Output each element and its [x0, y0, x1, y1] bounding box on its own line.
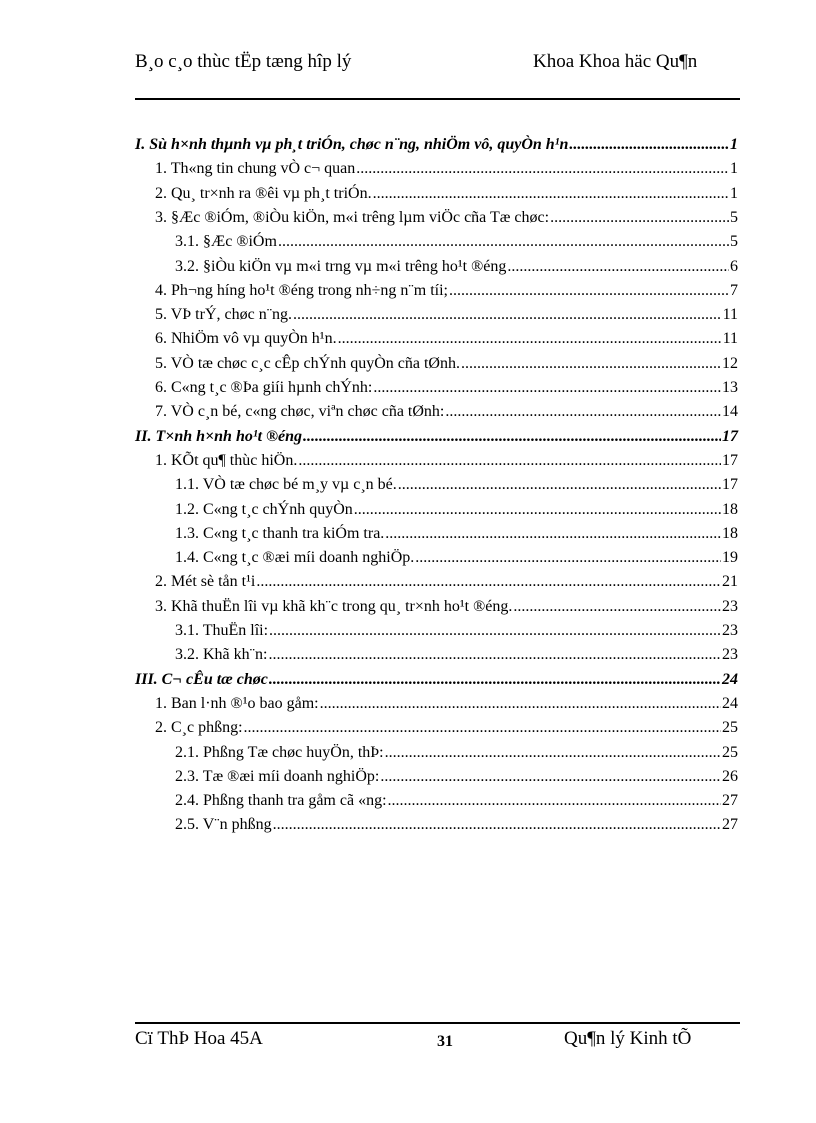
toc-section-entry	[135, 668, 738, 690]
toc-entry-label: II. T×nh h×nh ho¹t ®éng	[135, 428, 303, 445]
toc-entry	[155, 692, 738, 714]
toc-entry-label: 2.5. V¨n phßng	[175, 816, 272, 833]
toc-entry	[175, 473, 738, 495]
toc-entry-page: 1	[730, 160, 738, 177]
toc-entry-page: 23	[722, 622, 738, 639]
toc-entry-label: 2.1. Phßng Tæ chøc huyÖn, thÞ:	[175, 744, 384, 761]
toc-entry-label: 1. KÕt qu¶ thùc hiÖn.	[155, 452, 298, 469]
toc-section-entry	[135, 425, 738, 447]
toc-leader-dots	[320, 694, 721, 714]
toc-entry-label: 6. C«ng t¸c ®Þa giíi hµnh chÝnh:	[155, 379, 373, 396]
toc-entry	[175, 765, 738, 787]
toc-entry	[155, 400, 738, 422]
toc-entry-label: 1.1. VÒ tæ chøc bé m¸y vµ c¸n bé.	[175, 476, 397, 493]
toc-entry-label: 3. §Æc ®iÓm, ®iÒu kiÖn, m«i trêng lµm viÖc cña Tæ chøc:	[155, 209, 550, 226]
toc-entry-label: 5. VÞ trÝ, chøc n¨ng.	[155, 306, 293, 323]
toc-entry-page: 24	[722, 671, 738, 688]
toc-entry-label: III. C¬ cÊu tæ chøc	[135, 671, 268, 688]
toc-entry	[155, 716, 738, 738]
toc-entry-label: 5. VÒ tæ chøc c¸c cÊp chÝnh quyÒn cña tØnh.	[155, 355, 460, 372]
toc-entry-page: 24	[722, 695, 738, 712]
toc-entry-page: 27	[722, 792, 738, 809]
toc-entry-page: 23	[722, 598, 738, 615]
toc-leader-dots	[415, 548, 721, 568]
toc-entry	[155, 352, 738, 374]
toc-entry	[175, 522, 738, 544]
toc-leader-dots	[268, 645, 721, 665]
toc-entry	[175, 813, 738, 835]
toc-leader-dots	[388, 791, 721, 811]
toc-entry	[155, 327, 738, 349]
toc-entry-page: 18	[722, 525, 738, 542]
footer-page-number: 31	[437, 1033, 453, 1050]
toc-entry-page: 1	[730, 185, 738, 202]
toc-entry-page: 19	[722, 549, 738, 566]
toc-entry	[155, 279, 738, 301]
toc-leader-dots	[513, 597, 721, 617]
toc-leader-dots	[373, 378, 721, 398]
toc-leader-dots	[273, 815, 721, 835]
toc-entry-label: 1. Ban l·nh ®¹o bao gåm:	[155, 695, 319, 712]
toc-leader-dots	[278, 232, 729, 252]
toc-leader-dots	[385, 524, 721, 544]
toc-leader-dots	[356, 159, 729, 179]
toc-leader-dots	[398, 475, 721, 495]
toc-entry-label: 2. Qu¸ tr×nh ra ®êi vµ ph¸t triÓn.	[155, 185, 372, 202]
header-report-title: B¸o c¸o thùc tËp tæng hîp lý	[135, 51, 352, 72]
toc-entry-label: 2.3. Tæ ®æi míi doanh nghiÖp:	[175, 768, 380, 785]
toc-entry	[155, 206, 738, 228]
toc-entry-page: 25	[722, 719, 738, 736]
toc-entry	[155, 303, 738, 325]
toc-entry	[155, 157, 738, 179]
toc-leader-dots	[461, 354, 721, 374]
toc-entry-label: 1. Th«ng tin chung vÒ c¬ quan	[155, 160, 356, 177]
toc-leader-dots	[256, 572, 721, 592]
toc-entry	[155, 570, 738, 592]
toc-leader-dots	[298, 451, 721, 471]
footer-author: Cï ThÞ Hoa 45A	[135, 1028, 263, 1049]
toc-leader-dots	[354, 500, 721, 520]
toc-leader-dots	[244, 718, 721, 738]
toc-entry-page: 17	[722, 452, 738, 469]
toc-entry-page: 1	[730, 136, 738, 153]
toc-entry-label: 7. VÒ c¸n bé, c«ng chøc, viªn chøc cña tØnh:	[155, 403, 445, 420]
toc-entry-label: 1.4. C«ng t¸c ®æi míi doanh nghiÖp.	[175, 549, 415, 566]
toc-entry-page: 26	[722, 768, 738, 785]
toc-entry	[175, 741, 738, 763]
toc-entry-page: 6	[730, 258, 738, 275]
toc-entry	[175, 619, 738, 641]
toc-entry-page: 5	[730, 233, 738, 250]
toc-entry	[155, 182, 738, 204]
toc-leader-dots	[569, 135, 729, 155]
toc-entry	[175, 255, 738, 277]
toc-entry	[175, 643, 738, 665]
toc-leader-dots	[269, 621, 721, 641]
toc-entry-label: 3.2. Khã kh¨n:	[175, 646, 268, 663]
toc-entry-label: 1.2. C«ng t¸c chÝnh quyÒn	[175, 501, 353, 518]
toc-leader-dots	[550, 208, 729, 228]
toc-entry-page: 27	[722, 816, 738, 833]
toc-entry-label: 3. Khã thuËn lîi vµ khã kh¨c trong qu¸ tr×nh ho¹t ®éng.	[155, 598, 513, 615]
toc-leader-dots	[338, 329, 722, 349]
toc-entry-page: 13	[722, 379, 738, 396]
toc-leader-dots	[293, 305, 722, 325]
toc-entry	[155, 595, 738, 617]
toc-entry	[175, 789, 738, 811]
toc-entry-page: 14	[722, 403, 738, 420]
toc-entry-page: 5	[730, 209, 738, 226]
toc-entry-page: 7	[730, 282, 738, 299]
toc-entry-label: 4. Ph¬ng híng ho¹t ®éng trong nh÷ng n¨m tíi;	[155, 282, 448, 299]
toc-entry-label: 2.4. Phßng thanh tra gåm cã «ng:	[175, 792, 387, 809]
toc-entry-label: 1.3. C«ng t¸c thanh tra kiÓm tra.	[175, 525, 385, 542]
toc-entry-page: 17	[722, 428, 738, 445]
toc-leader-dots	[373, 184, 729, 204]
toc-entry-page: 11	[722, 330, 738, 347]
toc-entry-label: 3.2. §iÒu kiÖn vµ m«i trng vµ m«i trêng ho¹t ®éng	[175, 258, 507, 275]
toc-leader-dots	[303, 427, 721, 447]
toc-entry	[175, 230, 738, 252]
toc-entry-page: 23	[722, 646, 738, 663]
header-faculty: Khoa Khoa häc Qu¶n	[533, 51, 698, 72]
toc-leader-dots	[449, 281, 729, 301]
toc-entry	[155, 376, 738, 398]
toc-leader-dots	[269, 670, 721, 690]
toc-entry-page: 12	[722, 355, 738, 372]
toc-entry-label: 3.1. §Æc ®iÓm	[175, 233, 277, 250]
toc-entry-page: 18	[722, 501, 738, 518]
toc-entry-label: 3.1. ThuËn lîi:	[175, 622, 269, 639]
toc-entry-label: 2. C¸c phßng:	[155, 719, 243, 736]
toc-leader-dots	[445, 402, 721, 422]
toc-entry-page: 21	[722, 573, 738, 590]
toc-entry	[175, 498, 738, 520]
footer-divider	[135, 1022, 740, 1024]
toc-leader-dots	[380, 767, 721, 787]
toc-entry	[175, 546, 738, 568]
toc-entry-page: 17	[722, 476, 738, 493]
toc-section-entry	[135, 133, 738, 155]
toc-entry-page: 11	[722, 306, 738, 323]
toc-leader-dots	[385, 743, 721, 763]
toc-entry-label: I. Sù h×nh thµnh vµ ph¸t triÓn, chøc n¨ng, nhiÖm vô, quyÒn h¹n	[135, 136, 569, 153]
toc-entry-label: 6. NhiÖm vô vµ quyÒn h¹n.	[155, 330, 337, 347]
toc-entry-label: 2. Mét sè tån t¹i	[155, 573, 256, 590]
footer-department: Qu¶n lý Kinh tÕ	[564, 1028, 692, 1049]
toc-entry-page: 25	[722, 744, 738, 761]
header-divider	[135, 98, 740, 100]
toc-leader-dots	[507, 257, 729, 277]
toc-entry	[155, 449, 738, 471]
